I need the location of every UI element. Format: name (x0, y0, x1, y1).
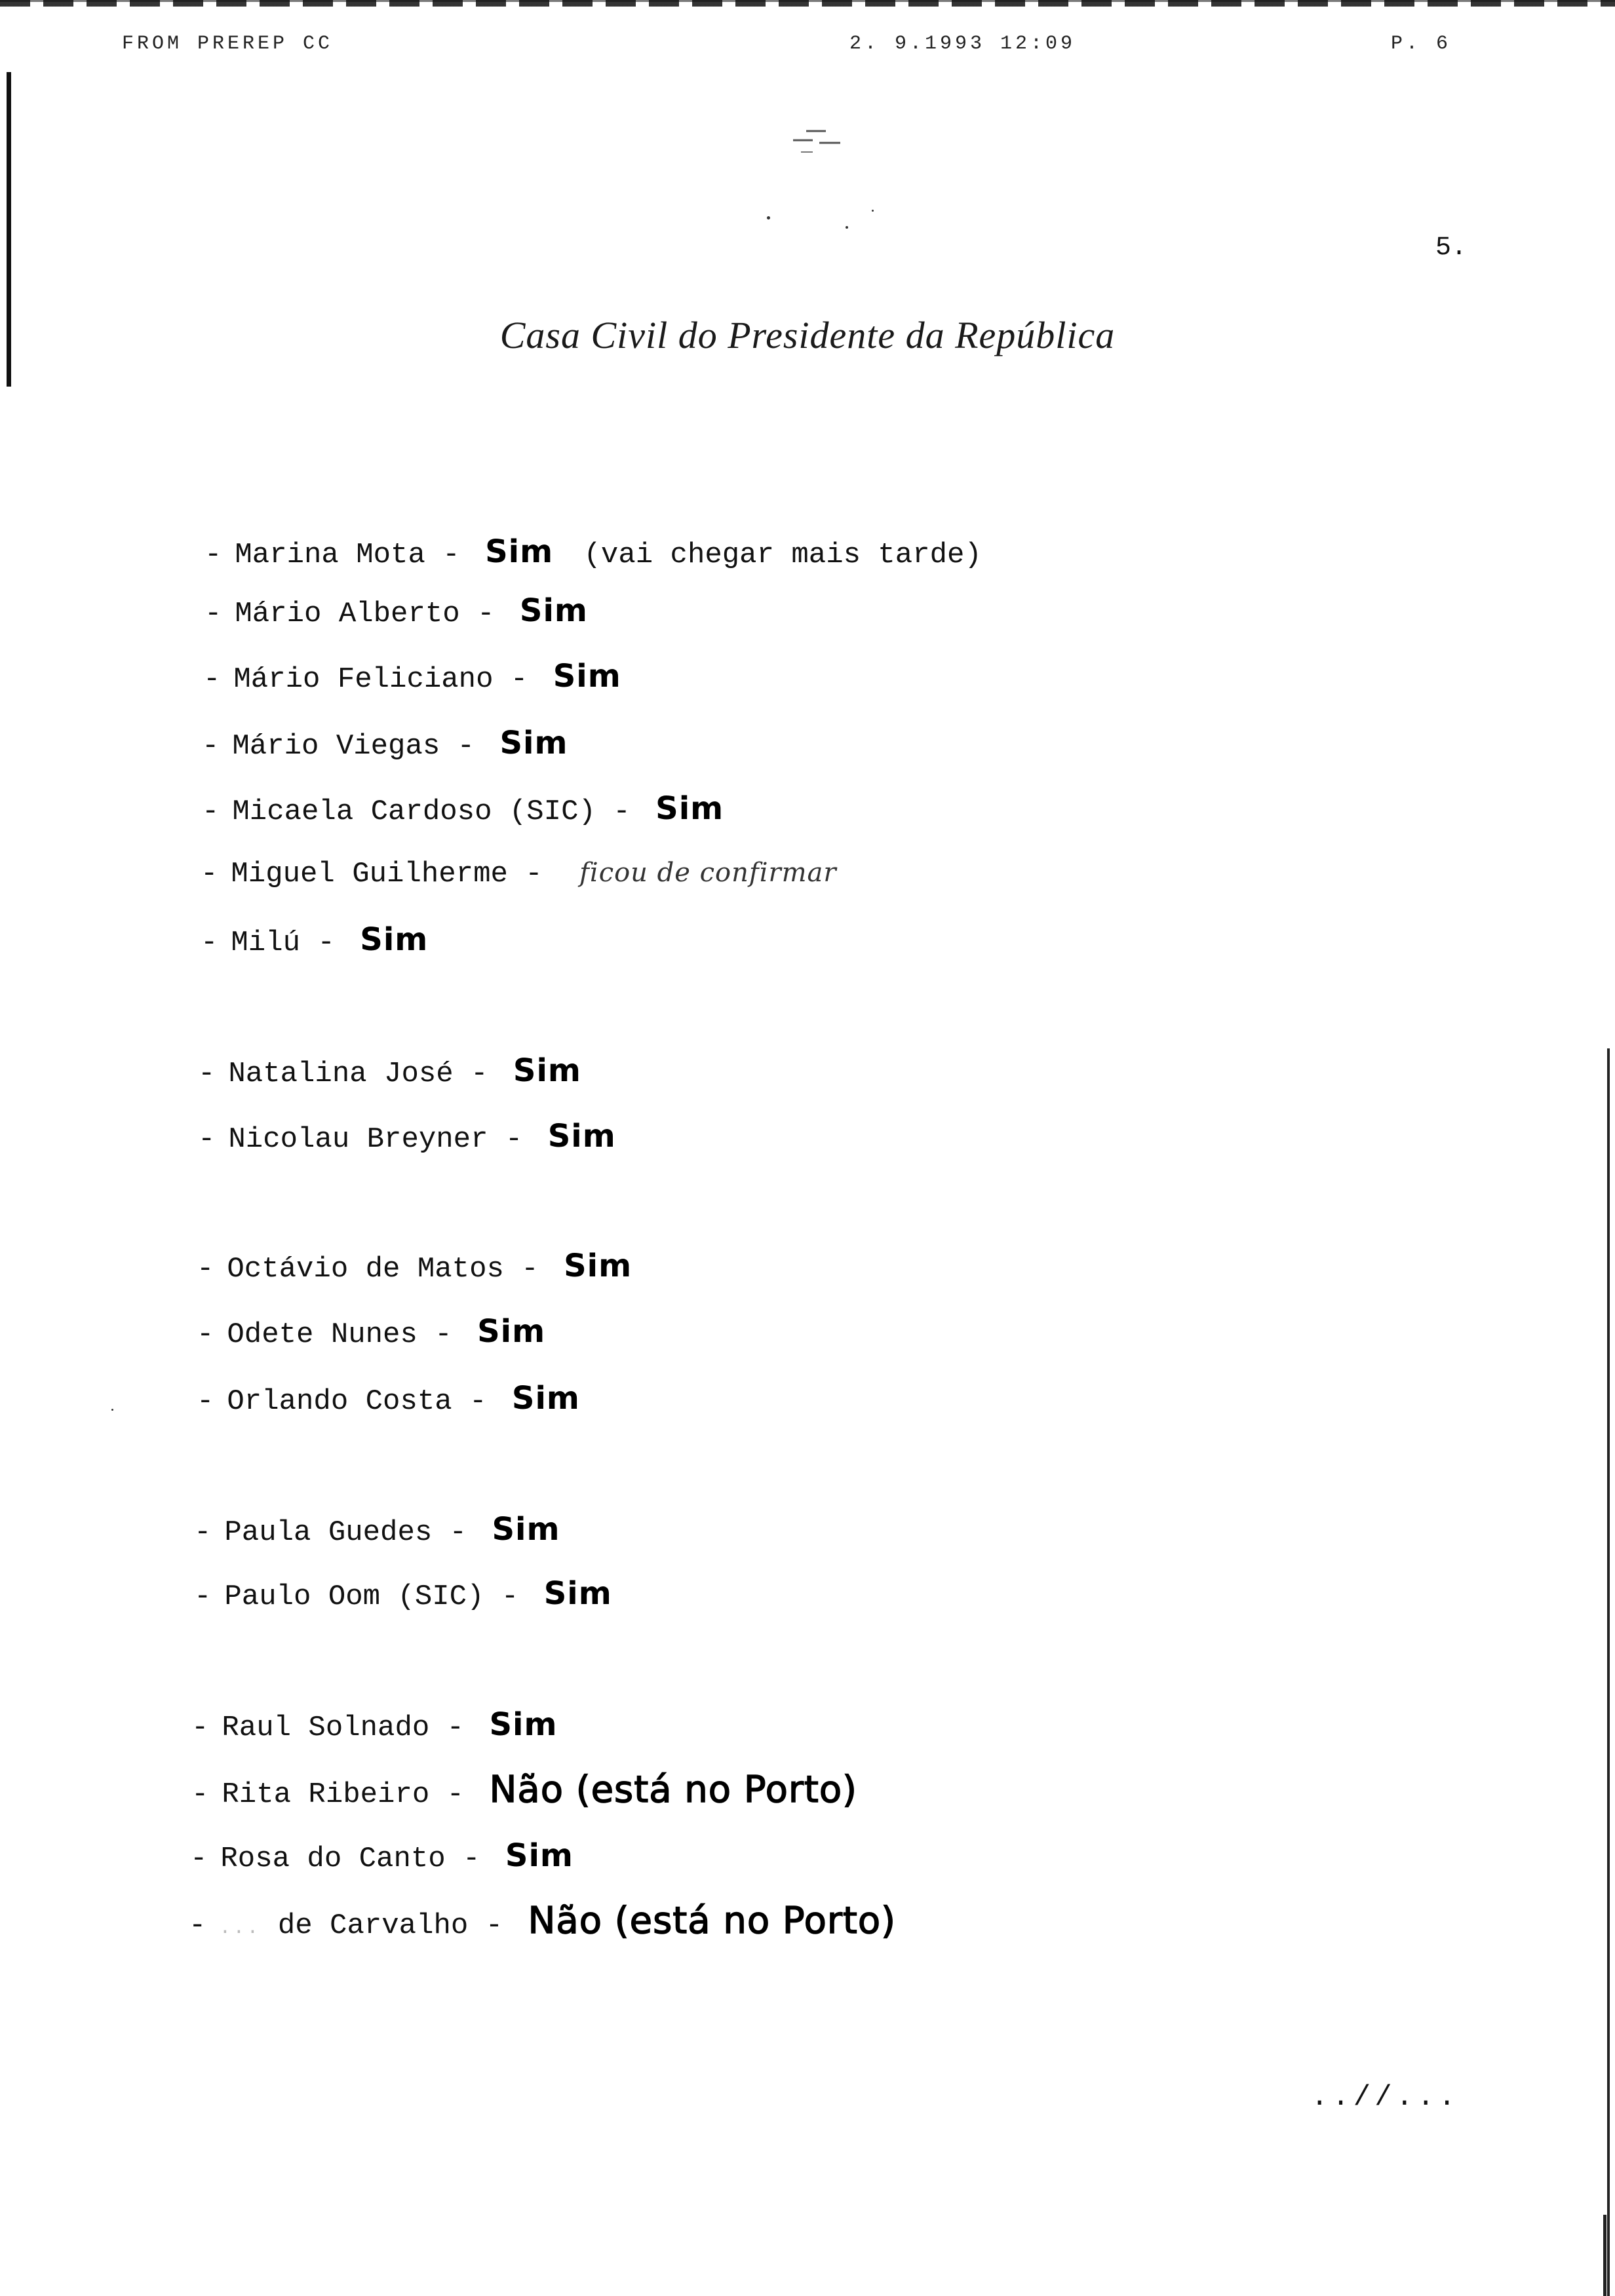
entry-separator: - (613, 795, 631, 828)
list-item (198, 1051, 581, 1090)
list-dash: - (194, 1580, 212, 1613)
entry-separator: - (435, 1318, 452, 1351)
handwritten-note: Sim (655, 790, 724, 827)
handwritten-note: Sim (547, 1118, 616, 1155)
list-item (190, 1836, 574, 1875)
entry-name: Raul Solnado (222, 1712, 430, 1744)
handwritten-note: Sim (519, 592, 588, 629)
handwritten-note: Sim (492, 1511, 560, 1548)
handwritten-note: Sim (499, 725, 568, 761)
handwritten-note: Sim (505, 1837, 574, 1874)
entry-separator: - (501, 1580, 519, 1613)
entry-name: Paulo Oom (SIC) (224, 1580, 484, 1613)
entry-separator: - (485, 1909, 503, 1942)
list-dash: - (197, 1253, 214, 1286)
list-item (197, 1246, 632, 1286)
fax-from: FROM PREREP CC (122, 33, 334, 55)
list-item (201, 920, 428, 959)
list-item (194, 1574, 612, 1613)
handwritten-note: Sim (564, 1248, 632, 1284)
scan-speck (872, 210, 874, 212)
list-dash: - (198, 1123, 216, 1156)
handwritten-note: Sim (553, 658, 621, 695)
handwritten-note: ficou de confirmar (579, 858, 837, 888)
entry-name: Mário Feliciano (233, 663, 494, 696)
list-item (202, 723, 568, 763)
entry-separator: - (469, 1385, 487, 1418)
list-dash: - (201, 927, 218, 959)
list-item (197, 1379, 580, 1418)
list-dash: - (198, 1058, 216, 1090)
entry-name: Natalina José (228, 1058, 454, 1090)
entry-name: Nicolau Breyner (228, 1123, 488, 1156)
entry-separator: - (471, 1058, 488, 1090)
entry-name: Micaela Cardoso (SIC) (232, 795, 596, 828)
list-dash: - (194, 1516, 212, 1549)
right-edge-mark-lower (1603, 2215, 1606, 2296)
entry-name: Marina Mota (235, 539, 425, 571)
handwritten-note: Sim (485, 533, 554, 570)
fax-page-number: P. 6 (1391, 33, 1452, 55)
list-item (197, 1312, 545, 1351)
right-edge-mark (1607, 1048, 1610, 2296)
list-dash: - (191, 1778, 209, 1811)
scan-speck (767, 216, 770, 220)
fax-top-dashes (0, 0, 1615, 7)
entry-separator: - (446, 1778, 465, 1811)
entry-name: Milú (231, 927, 301, 959)
list-item (198, 1117, 616, 1156)
handwritten-note: Sim (511, 1380, 580, 1417)
list-item (204, 591, 588, 630)
list-dash: - (201, 858, 218, 890)
entry-separator: - (449, 1516, 467, 1549)
entry-separator: - (463, 1843, 480, 1875)
entry-name: Odete Nunes (227, 1318, 418, 1351)
handwritten-note: Sim (477, 1313, 546, 1350)
entry-separator: - (442, 539, 460, 571)
list-dash: - (197, 1318, 214, 1351)
list-item (191, 1705, 558, 1744)
list-item (202, 789, 724, 828)
scan-speck (111, 1409, 113, 1411)
entry-name: de Carvalho (277, 1909, 469, 1942)
list-dash: - (202, 795, 220, 828)
list-dash: - (189, 1909, 206, 1942)
entry-separator: - (457, 730, 475, 763)
seal-mark-icon (780, 123, 852, 163)
list-item (201, 853, 837, 892)
handwritten-note: Sim (543, 1575, 612, 1612)
list-dash: - (203, 663, 221, 696)
entry-separator: - (446, 1712, 465, 1744)
entry-separator: - (525, 858, 543, 890)
entry-name: Rita Ribeiro (222, 1778, 430, 1811)
entry-name: Paula Guedes (224, 1516, 433, 1549)
entry-separator: - (505, 1123, 523, 1156)
list-dash: - (197, 1385, 214, 1418)
list-item (204, 532, 982, 571)
list-dash: - (204, 539, 222, 571)
entry-separator: - (510, 663, 528, 696)
entry-name: Mário Viegas (232, 730, 440, 763)
entry-separator: - (521, 1253, 539, 1286)
handwritten-note: Não (está no Porto) (489, 1769, 857, 1811)
handwritten-note: Não (está no Porto) (528, 1900, 896, 1942)
list-item (191, 1770, 857, 1810)
letterhead: Casa Civil do Presidente da República (499, 314, 1116, 356)
list-dash: - (190, 1843, 208, 1875)
handwritten-note: Sim (513, 1052, 581, 1089)
entry-remark: (vai chegar mais tarde) (583, 539, 982, 571)
list-dash: - (202, 730, 220, 763)
list-dash: - (191, 1712, 209, 1744)
page-number: 5. (1435, 233, 1468, 263)
entry-name: Orlando Costa (227, 1385, 452, 1418)
entry-name: Mário Alberto (235, 598, 460, 630)
entry-name: Octávio de Matos (227, 1253, 504, 1286)
list-item (189, 1902, 896, 1941)
entry-separator: - (317, 927, 335, 959)
entry-name-faded: ... (219, 1917, 261, 1940)
handwritten-note: Sim (489, 1706, 558, 1743)
list-item (203, 657, 621, 696)
list-dash: - (204, 598, 222, 630)
continuation-mark: ..//... (1311, 2081, 1460, 2114)
list-item (194, 1510, 560, 1549)
entry-name: Rosa do Canto (220, 1843, 446, 1875)
handwritten-note: Sim (360, 921, 429, 958)
fax-datetime: 2. 9.1993 12:09 (849, 33, 1076, 55)
scan-speck (846, 226, 848, 229)
entry-separator: - (477, 598, 495, 630)
entry-name: Miguel Guilherme (231, 858, 508, 890)
